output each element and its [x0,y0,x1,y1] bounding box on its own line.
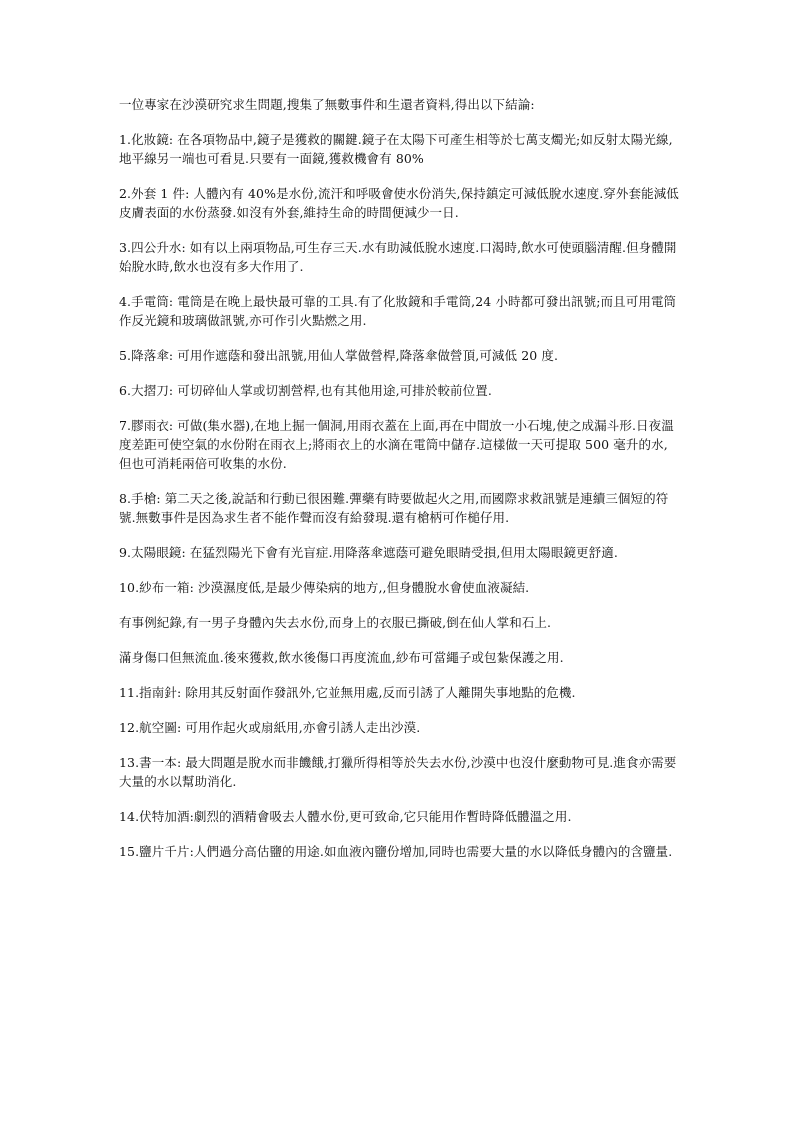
item-raincoat: 7.膠雨衣: 可做(集水器),在地上掘一個洞,用雨衣蓋在上面,再在中間放一小石塊,使之成漏斗形.日夜溫度差距可使空氣的水份附在雨衣上;將雨衣上的水滴在電筒中儲存.這樣做一天可提取 500 毫升的水,但也可消耗兩倍可收集的水份. [119,418,674,471]
item-air-map: 12.航空圖: 可用作起火或扇紙用,亦會引誘人走出沙漠. [119,720,421,735]
intro-paragraph: 一位專家在沙漠研究求生問題,搜集了無數事件和生還者資料,得出以下結論: [119,97,535,112]
item-knife: 6.大摺刀: 可切碎仙人掌或切割營桿,也有其他用途,可排於較前位置. [119,383,492,398]
item-compass: 11.指南針: 除用其反射面作發訊外,它並無用處,反而引誘了人離開失事地點的危機. [119,685,576,700]
item-pistol: 8.手槍: 第二天之後,說話和行動已很困難.彈藥有時要做起火之用,而國際求救訊號是連續三個短的符號.無數事件是因為求生者不能作聲而沒有給發現.還有槍柄可作槌仔用. [119,491,669,525]
item-mirror: 1.化妝鏡: 在各項物品中,鏡子是獲救的關鍵.鏡子在太陽下可產生相等於七萬支燭光;如反射太陽光線,地平線另一端也可看見.只要有一面鏡,獲救機會有 80% [119,132,673,166]
item-coat: 2.外套 1 件: 人體內有 40%是水份,流汗和呼吸會使水份消失,保持鎮定可減低脫水速度.穿外套能減低皮膚表面的水份蒸發.如沒有外套,維持生命的時間便減少一日. [119,186,679,220]
item-salt-tablets: 15.鹽片千片:人們過分高估鹽的用途.如血液內鹽份增加,同時也需要大量的水以降低身體內的含鹽量. [119,844,673,859]
gauze-example-2: 滿身傷口但無流血.後來獲救,飲水後傷口再度流血,紗布可當繩子或包紮保護之用. [119,650,564,665]
item-water: 3.四公升水: 如有以上兩項物品,可生存三天.水有助減低脫水速度.口渴時,飲水可使頭腦清醒.但身體開始脫水時,飲水也沒有多大作用了. [119,240,677,274]
item-gauze: 10.紗布一箱: 沙漠濕度低,是最少傳染病的地方,,但身體脫水會使血液凝結. [119,580,530,595]
document-body [119,95,679,877]
item-vodka: 14.伏特加酒:劇烈的酒精會吸去人體水份,更可致命,它只能用作暫時降低體溫之用. [119,809,572,824]
item-parachute: 5.降落傘: 可用作遮蔭和發出訊號,用仙人掌做營桿,降落傘做營頂,可減低 20 度. [119,348,559,363]
item-book: 13.書一本: 最大問題是脫水而非饑餓,打獵所得相等於失去水份,沙漠中也沒什麼動物可見.進食亦需要大量的水以幫助消化. [119,755,677,789]
item-flashlight: 4.手電筒: 電筒是在晚上最快最可靠的工具.有了化妝鏡和手電筒,24 小時都可發出訊號;而且可用電筒作反光鏡和玻璃做訊號,亦可作引火點燃之用. [119,294,677,328]
gauze-example-1: 有事例紀錄,有一男子身體內失去水份,而身上的衣服已撕破,倒在仙人掌和石上. [119,615,552,630]
item-sunglasses: 9.太陽眼鏡: 在猛烈陽光下會有光盲症.用降落傘遮蔭可避免眼睛受損,但用太陽眼鏡更舒適. [119,545,618,560]
